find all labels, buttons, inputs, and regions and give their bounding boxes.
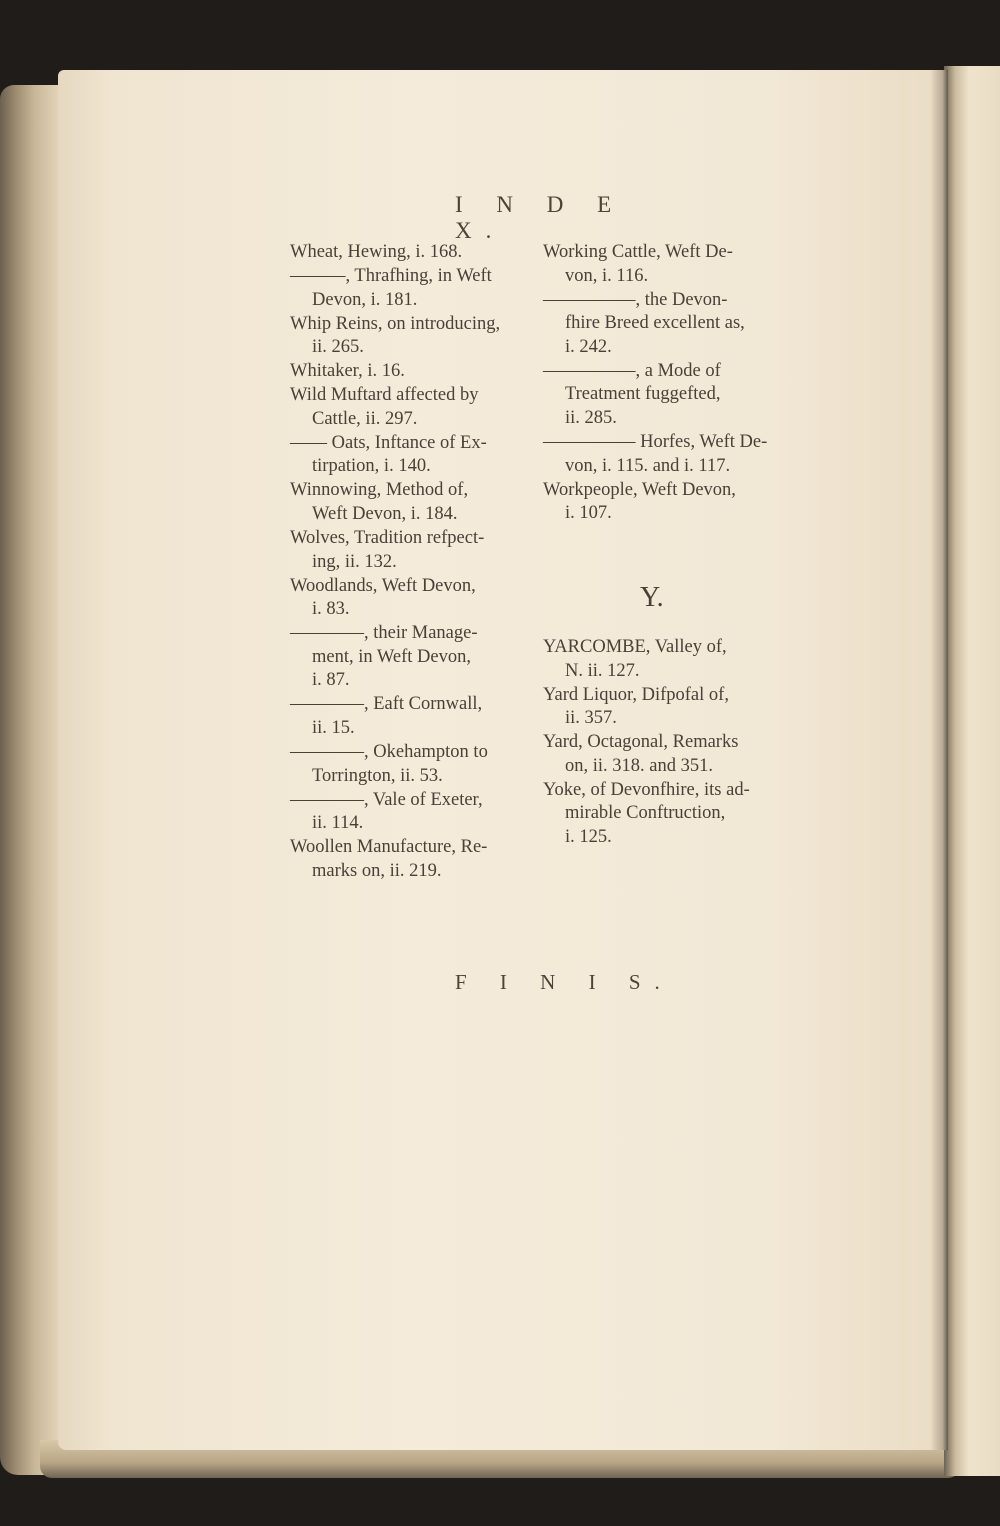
index-entry-line: —————, the Devon- (543, 289, 728, 310)
index-entry-line: Treatment fuggefted, (565, 384, 721, 405)
index-entry-line: mirable Conftruction, (565, 803, 726, 824)
page-gutter (930, 70, 948, 1450)
index-entry-line: Wheat, Hewing, i. 168. (290, 242, 463, 262)
page-header: I N D E X. (455, 192, 626, 243)
index-entry-line: N. ii. 127. (565, 660, 640, 681)
book-fore-edge (0, 85, 62, 1475)
index-entry-line: tirpation, i. 140. (312, 456, 431, 477)
index-entry-line: ————, Vale of Exeter, (290, 789, 483, 810)
index-entry-line: Whip Reins, on introducing, (290, 313, 501, 334)
index-entry-line: von, i. 115. and i. 117. (565, 455, 731, 476)
index-entry-line: ing, ii. 132. (312, 551, 397, 572)
index-entry-line: Cattle, ii. 297. (312, 408, 418, 429)
index-entry-line: ii. 15. (312, 718, 355, 738)
index-entry-line: Wild Muftard affected by (290, 385, 479, 406)
index-entry-line: i. 83. (312, 599, 350, 620)
index-entry-line: i. 242. (565, 336, 612, 357)
index-entry-line: ii. 114. (312, 813, 364, 834)
index-entry-line: ii. 285. (565, 408, 617, 428)
index-entry-line: on, ii. 318. and 351. (565, 755, 713, 776)
index-entry-line: marks on, ii. 219. (312, 860, 442, 881)
index-entry-line: —————, a Mode of (543, 360, 721, 381)
index-entry-line: ii. 265. (312, 337, 364, 358)
index-entry-line: ————, Eaft Cornwall, (290, 694, 483, 715)
index-entry-line: ————, their Manage- (290, 623, 478, 644)
index-entry-line: i. 107. (565, 503, 612, 524)
index-entry-line: i. 125. (565, 827, 612, 847)
index-entry-line: von, i. 116. (565, 265, 649, 286)
index-entry-line: i. 87. (312, 670, 350, 691)
index-entry-line: Winnowing, Method of, (290, 480, 469, 501)
index-entry-line: Woodlands, Weft Devon, (290, 575, 476, 596)
index-entry-line: fhire Breed excellent as, (565, 313, 745, 334)
facing-page-edge (944, 66, 1000, 1476)
index-entry-line: ———, Thrafhing, in Weft (290, 266, 492, 286)
index-entry-line: ————, Okehampton to (290, 742, 488, 762)
index-entry-line: Devon, i. 181. (312, 289, 418, 310)
index-entry-line: Whitaker, i. 16. (290, 361, 405, 382)
index-entry-line: Working Cattle, Weft De- (543, 242, 733, 262)
index-entry-line: Workpeople, Weft Devon, (543, 479, 736, 500)
index-entry-line: ment, in Weft Devon, (312, 646, 471, 667)
index-entry-line: —— Oats, Inftance of Ex- (290, 432, 487, 453)
index-entry-line: Torrington, ii. 53. (312, 765, 443, 786)
index-entry-line: Yoke, of Devonfhire, its ad- (543, 779, 750, 800)
index-entry-line: ————— Horfes, Weft De- (543, 432, 768, 452)
section-letter-y: Y. (640, 582, 664, 613)
book-page (58, 70, 948, 1450)
index-entry-line: Yard Liquor, Difpofal of, (543, 684, 729, 705)
index-entry-line: ii. 357. (565, 708, 617, 729)
finis-colophon: F I N I S. (455, 970, 674, 994)
index-entry-line: Wolves, Tradition refpect- (290, 528, 485, 548)
index-entry-line: Weft Devon, i. 184. (312, 504, 458, 524)
index-entry-line: Yard, Octagonal, Remarks (543, 732, 739, 753)
index-entry-line: Woollen Manufacture, Re- (290, 837, 488, 858)
index-entry-line: YARCOMBE, Valley of, (543, 637, 727, 657)
